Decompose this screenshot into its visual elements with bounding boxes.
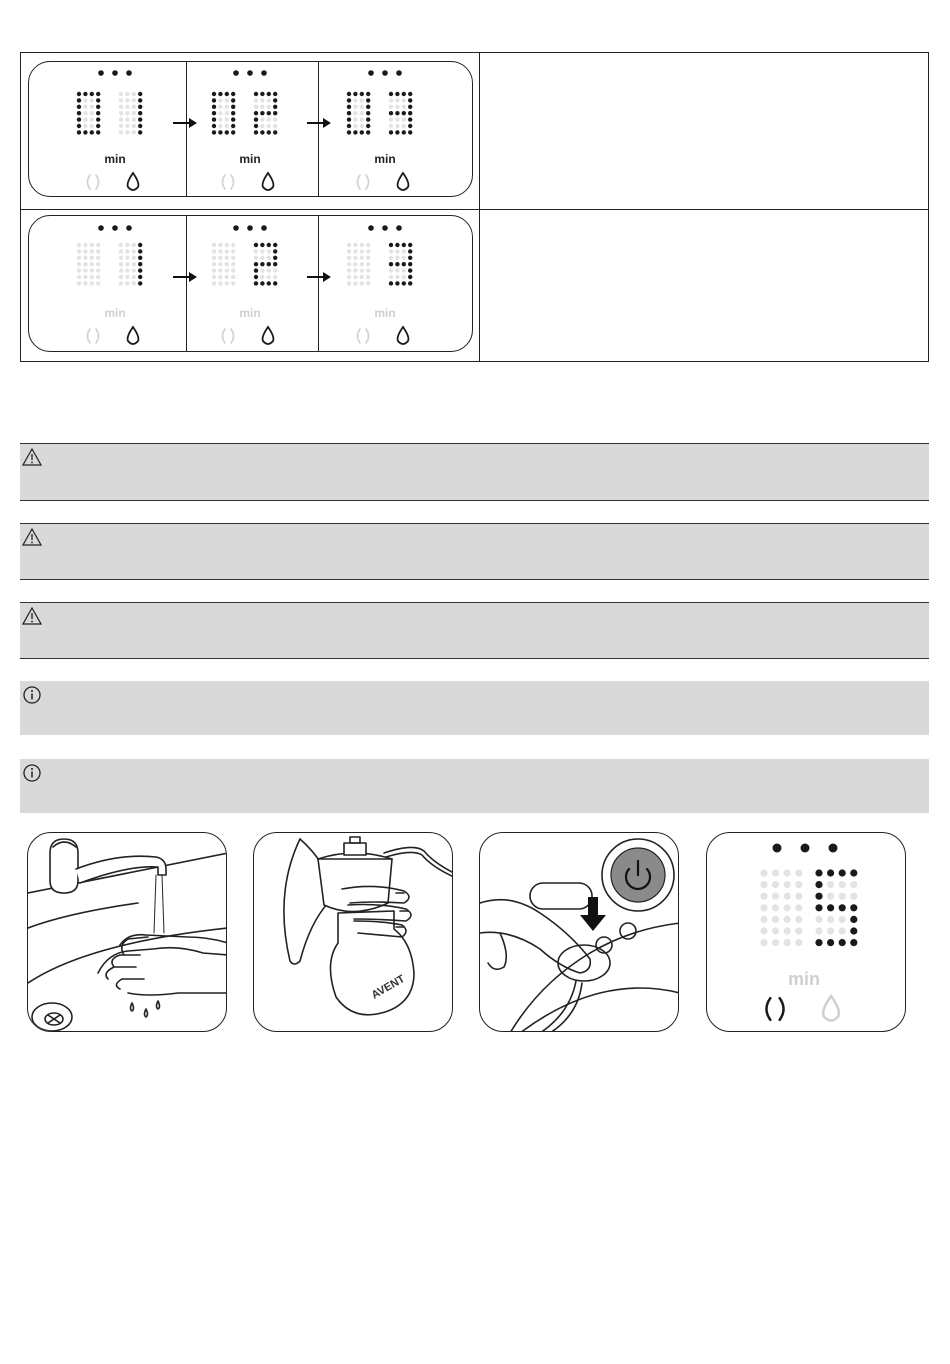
display-sequence-table bbox=[20, 52, 929, 362]
unit-label: min bbox=[104, 306, 126, 320]
display-digit bbox=[77, 243, 101, 286]
display-digit bbox=[77, 92, 101, 135]
stimulation-icon bbox=[358, 329, 369, 343]
warning-icon bbox=[22, 607, 42, 625]
warning-notice bbox=[20, 443, 929, 501]
display-illustration bbox=[706, 832, 906, 1032]
display-digit bbox=[119, 92, 143, 135]
stimulation-icon bbox=[358, 175, 369, 189]
session-dots bbox=[233, 225, 267, 231]
unit-label: min bbox=[239, 306, 261, 320]
display-panel-row1 bbox=[28, 61, 473, 197]
display-digit bbox=[254, 92, 278, 135]
display-digit bbox=[212, 92, 236, 135]
session-dots bbox=[98, 225, 132, 231]
display-digit bbox=[389, 92, 413, 135]
display-digit bbox=[389, 243, 413, 286]
table-row bbox=[21, 53, 928, 210]
display-panel-row2 bbox=[28, 215, 473, 352]
stimulation-icon bbox=[88, 175, 99, 189]
stimulation-icon bbox=[88, 329, 99, 343]
stimulation-icon bbox=[223, 175, 234, 189]
stimulation-icon bbox=[223, 329, 234, 343]
arrow-right-icon bbox=[173, 118, 197, 128]
session-dots bbox=[773, 844, 838, 853]
display-digit bbox=[119, 243, 143, 286]
display-digit bbox=[254, 243, 278, 286]
session-dots bbox=[368, 225, 402, 231]
warning-notice bbox=[20, 523, 929, 580]
drop-icon bbox=[823, 996, 839, 1021]
wash-hands-illustration bbox=[27, 832, 227, 1032]
display-digit bbox=[815, 869, 857, 946]
assemble-pump-illustration bbox=[253, 832, 453, 1032]
display-digit bbox=[347, 243, 371, 286]
drop-icon bbox=[128, 173, 139, 190]
display-frames-row2 bbox=[29, 216, 474, 353]
info-notice bbox=[20, 681, 929, 735]
session-dots bbox=[98, 70, 132, 76]
unit-label: min bbox=[787, 969, 821, 989]
info-notice bbox=[20, 759, 929, 813]
brand-logo: AVENT bbox=[369, 972, 408, 1002]
unit-label: min bbox=[104, 152, 126, 166]
warning-icon bbox=[22, 448, 42, 466]
unit-label: min bbox=[239, 152, 261, 166]
stimulation-icon bbox=[766, 998, 783, 1020]
session-dots bbox=[233, 70, 267, 76]
info-icon bbox=[22, 685, 42, 705]
drop-icon bbox=[398, 173, 409, 190]
display-digit bbox=[212, 243, 236, 286]
drop-icon bbox=[128, 327, 139, 344]
session-dots bbox=[368, 70, 402, 76]
warning-notice bbox=[20, 602, 929, 659]
warning-icon bbox=[22, 528, 42, 546]
unit-label: min bbox=[374, 152, 396, 166]
arrow-right-icon bbox=[307, 118, 331, 128]
arrow-right-icon bbox=[307, 272, 331, 282]
drop-icon bbox=[398, 327, 409, 344]
unit-label: min bbox=[374, 306, 396, 320]
display-digit bbox=[347, 92, 371, 135]
press-power-button-illustration bbox=[479, 832, 679, 1032]
drop-icon bbox=[263, 173, 274, 190]
display-frames-row1 bbox=[29, 62, 474, 198]
table-row bbox=[21, 209, 928, 362]
info-icon bbox=[22, 763, 42, 783]
drop-icon bbox=[263, 327, 274, 344]
display-digit bbox=[760, 869, 802, 946]
arrow-right-icon bbox=[173, 272, 197, 282]
button-label-pill bbox=[530, 883, 592, 909]
